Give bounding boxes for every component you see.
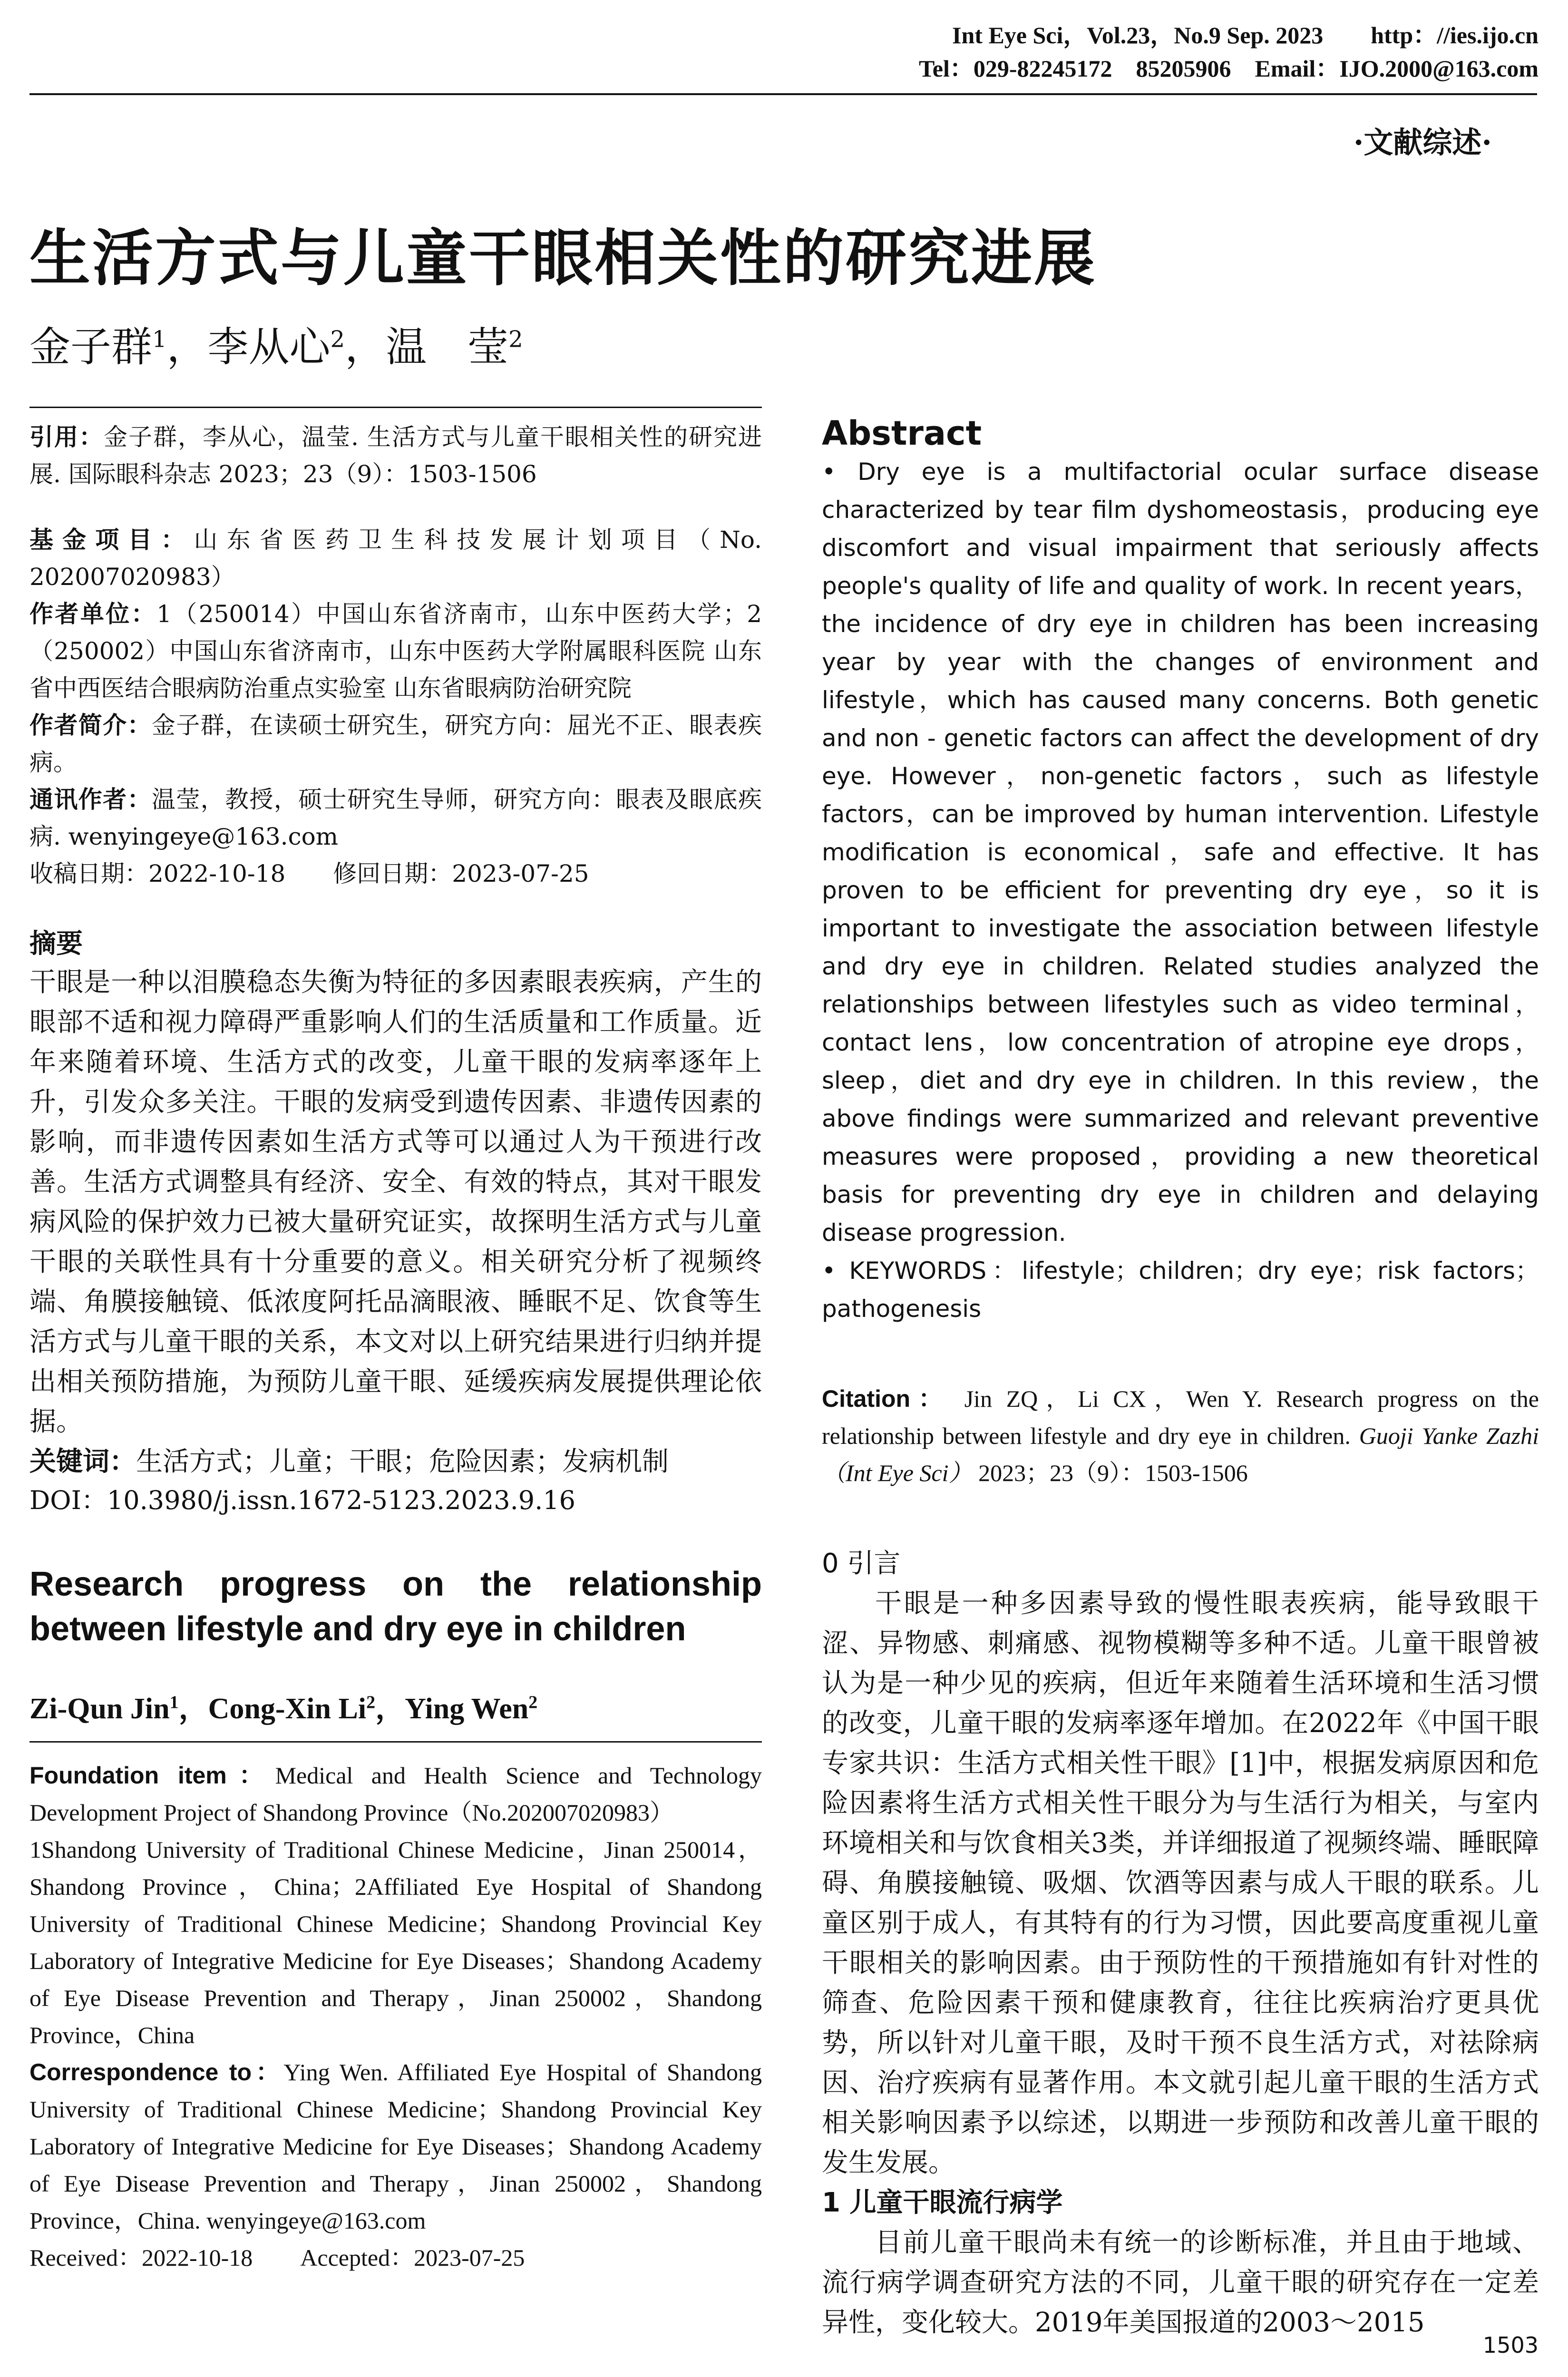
en-abstract-block xyxy=(822,414,1539,2343)
correspondence-en: Correspondence to：Ying Wen. Affiliated Eye Hospital of Shandong University of Traditional Chinese Medicine；Shandong Provincial Key Laboratory of Integrative Medicine for Eye Diseases；Shandong Academy of Eye Disease Prevention and Therapy，Jinan 250002，Shandong Province，China. wenyingeye@163.com xyxy=(29,2059,762,2234)
keywords-cn: 关键词：生活方式；儿童；干眼；危险因素；发病机制 xyxy=(29,1446,669,1477)
author-name: ，温 莹 xyxy=(345,323,509,371)
author-name: 金子群 xyxy=(29,323,152,371)
citation-cn: 引用：金子群，李从心，温莹. 生活方式与儿童干眼相关性的研究进展. 国际眼科杂志 2023；23（9）：1503-1506 xyxy=(29,423,762,488)
author-affil-mark: 2 xyxy=(330,326,345,353)
article-title: 生活方式与儿童干眼相关性的研究进展 xyxy=(29,223,1097,294)
cn-metadata-block xyxy=(29,419,762,2276)
section-heading-0: 0 引言 xyxy=(822,1548,901,1579)
en-author-rule xyxy=(29,1741,762,1743)
keywords-en: • KEYWORDS：lifestyle；children；dry eye；risk factors；pathogenesis xyxy=(822,1257,1539,1323)
page-number: 1503 xyxy=(1482,2332,1539,2358)
abstract-text-en: • Dry eye is a multifactorial ocular surface disease characterized by tear film dyshomeostasis，producing eye discomfort and visual impairment that seriously affects people's quality of life and quality of work. In recent years，the incidence of dry eye in children has been increasing year by year with the changes of environment and lifestyle，which has caused many concerns. Both genetic and non - genetic factors can affect the development of dry eye. However，non-genetic factors，such as lifestyle factors，can be improved by human intervention. Lifestyle modification is economical，safe and effective. It has proven to be efficient for preventing dry eye，so it is important to investigate the association between lifestyle and dry eye in children. Related studies analyzed the relationships between lifestyles such as video terminal，contact lens，low concentration of atropine eye drops，sleep，diet and dry eye in children. In this review，the above findings were summarized and relevant preventive measures were proposed，providing a new theoretical basis for preventing dry eye in children and delaying disease progression. xyxy=(822,458,1539,1247)
left-column-rule xyxy=(29,407,762,408)
header-rule xyxy=(29,93,1537,95)
article-title-en: Research progress on the relationship between lifestyle and dry eye in children xyxy=(29,1565,762,1648)
author-list xyxy=(29,314,523,373)
body-paragraph: 目前儿童干眼尚未有统一的诊断标准，并且由于地域、流行病学调查研究方法的不同，儿童干眼的研究存在一定差异性，变化较大。2019年美国报道的2003～2015 xyxy=(822,2227,1539,2338)
fund-cn: 基金项目：山东省医药卫生科技发展计划项目（No. 202007020983） xyxy=(29,526,762,591)
author-affil-mark: 1 xyxy=(152,326,167,353)
author-affil-mark: 2 xyxy=(508,326,523,353)
corr-cn: 通讯作者：温莹，教授，硕士研究生导师，研究方向：眼表及眼底疾病. wenyingeye@163.com xyxy=(29,786,762,850)
bio-cn: 作者简介：金子群，在读硕士研究生，研究方向：屈光不正、眼表疾病。 xyxy=(29,711,762,776)
section-heading-1: 1 儿童干眼流行病学 xyxy=(822,2187,1063,2218)
journal-header-line2: Tel：029-82245172 85205906 Email：IJO.2000@163.com xyxy=(919,55,1539,82)
abstract-heading-cn: 摘要 xyxy=(29,928,83,959)
author-list-en: Zi-Qun Jin$^1$，Cong-Xin Li$^2$，Ying Wen$^2$ xyxy=(29,1692,538,1725)
affiliation-en: 1Shandong University of Traditional Chinese Medicine，Jinan 250014，Shandong Province，China；2Affiliated Eye Hospital of Shandong University of Traditional Chinese Medicine；Shandong Provincial Key Laboratory of Integrative Medicine for Eye Diseases；Shandong Academy of Eye Disease Prevention and Therapy，Jinan 250002，Shandong Province，China xyxy=(29,1836,762,2048)
citation-en: Citation： Jin ZQ，Li CX，Wen Y. Research progress on the relationship between lifestyle and dry eye in children. Guoji Yanke Zazhi（Int Eye Sci） 2023；23（9）：1503-1506 xyxy=(822,1385,1539,1486)
received-cn: 收稿日期：2022-10-18 修回日期：2023-07-25 xyxy=(29,860,589,887)
foundation-en: Foundation item：Medical and Health Science and Technology Development Project of Shandong Province（No.202007020983） xyxy=(29,1762,762,1826)
section-label: ·文献综述· xyxy=(1353,125,1492,160)
journal-header-line1: Int Eye Sci，Vol.23，No.9 Sep. 2023 http：//ies.ijo.cn xyxy=(952,22,1539,49)
citation-label: 引用： xyxy=(29,423,104,451)
abstract-heading-en: Abstract xyxy=(822,414,982,453)
doi: DOI：10.3980/j.issn.1672-5123.2023.9.16 xyxy=(29,1485,576,1515)
unit-cn: 作者单位：1（250014）中国山东省济南市，山东中医药大学；2（250002）中国山东省济南市，山东中医药大学附属眼科医院 山东省中西医结合眼病防治重点实验室 山东省眼病防治研究院 xyxy=(29,600,762,702)
abstract-text-cn: 干眼是一种以泪膜稳态失衡为特征的多因素眼表疾病，产生的眼部不适和视力障碍严重影响人们的生活质量和工作质量。近年来随着环境、生活方式的改变，儿童干眼的发病率逐年上升，引发众多关注。干眼的发病受到遗传因素、非遗传因素的影响，而非遗传因素如生活方式等可以通过人为干预进行改善。生活方式调整具有经济、安全、有效的特点，其对干眼发病风险的保护效力已被大量研究证实，故探明生活方式与儿童干眼的关联性具有十分重要的意义。相关研究分析了视频终端、角膜接触镜、低浓度阿托品滴眼液、睡眠不足、饮食等生活方式与儿童干眼的关系，本文对以上研究结果进行归纳并提出相关预防措施，为预防儿童干眼、延缓疾病发展提供理论依据。 xyxy=(29,967,762,1437)
received-en: Received：2022-10-18 Accepted：2023-07-25 xyxy=(29,2244,525,2271)
body-paragraph: 干眼是一种多因素导致的慢性眼表疾病，能导致眼干涩、异物感、刺痛感、视物模糊等多种不适。儿童干眼曾被认为是一种少见的疾病，但近年来随着生活环境和生活习惯的改变，儿童干眼的发病率逐年增加。在2022年《中国干眼专家共识：生活方式相关性干眼》[1]中，根据发病原因和危险因素将生活方式相关性干眼分为与生活行为相关，与室内环境相关和与饮食相关3类，并详细报道了视频终端、睡眠障碍、角膜接触镜、吸烟、饮酒等因素与成人干眼的联系。儿童区别于成人，有其特有的行为习惯，因此要高度重视儿童干眼相关的影响因素。由于预防性的干预措施如有针对性的筛查、危险因素干预和健康教育，往往比疾病治疗更具优势，所以针对儿童干眼，及时干预不良生活方式，对祛除病因、治疗疾病有显著作用。本文就引起儿童干眼的生活方式相关影响因素予以综述，以期进一步预防和改善儿童干眼的发生发展。 xyxy=(822,1588,1539,2178)
author-name: ，李从心 xyxy=(166,323,331,371)
